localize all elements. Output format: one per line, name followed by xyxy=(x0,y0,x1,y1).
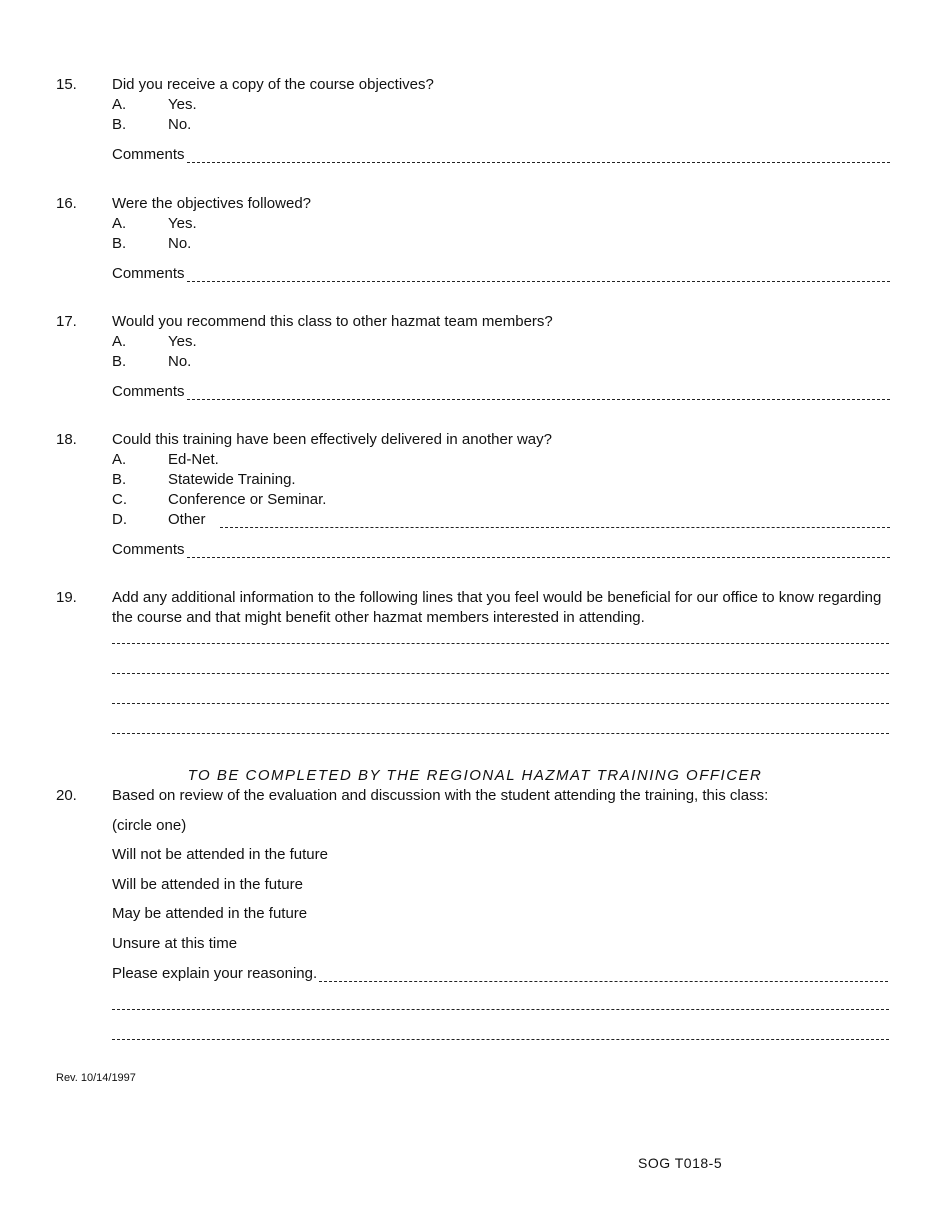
question-number: 18. xyxy=(56,431,77,448)
choice-unsure[interactable]: Unsure at this time xyxy=(112,935,238,952)
answer-line[interactable] xyxy=(112,673,889,674)
comments-row xyxy=(56,382,890,402)
explain-line[interactable] xyxy=(112,1009,889,1010)
question-20 xyxy=(56,786,890,806)
option-label: Statewide Training. xyxy=(168,471,296,488)
question-text: Did you receive a copy of the course objectives? xyxy=(112,76,434,93)
option-c[interactable] xyxy=(56,490,890,510)
comments-label: Comments xyxy=(112,146,185,163)
circle-one-instruction: (circle one) xyxy=(112,817,187,834)
option-d[interactable] xyxy=(56,510,890,530)
explain-label: Please explain your reasoning. xyxy=(112,965,318,982)
option-b[interactable] xyxy=(56,352,890,372)
answer-line[interactable] xyxy=(112,703,889,704)
option-label: Ed-Net. xyxy=(168,451,219,468)
option-letter: B. xyxy=(112,235,127,252)
option-a[interactable] xyxy=(56,332,890,352)
question-18 xyxy=(56,430,890,560)
question-19 xyxy=(56,588,890,628)
explain-row xyxy=(112,964,888,984)
choice-will-attend[interactable]: Will be attended in the future xyxy=(112,876,303,893)
question-text: Would you recommend this class to other hazmat team members? xyxy=(112,313,553,330)
option-label: Conference or Seminar. xyxy=(168,491,327,508)
option-letter: C. xyxy=(112,491,127,508)
answer-line[interactable] xyxy=(112,733,889,734)
revision-date: Rev. 10/14/1997 xyxy=(56,1072,136,1084)
comments-row xyxy=(56,145,890,165)
explain-line[interactable] xyxy=(112,1039,889,1040)
option-letter: B. xyxy=(112,116,127,133)
option-a[interactable] xyxy=(56,214,890,234)
option-label: Yes. xyxy=(168,333,197,350)
comments-row xyxy=(56,264,890,284)
comments-input-line[interactable] xyxy=(187,386,890,400)
option-letter: A. xyxy=(112,96,127,113)
comments-input-line[interactable] xyxy=(187,268,890,282)
document-code: SOG T018-5 xyxy=(638,1155,723,1171)
question-text: Could this training have been effectively delivered in another way? xyxy=(112,431,552,448)
option-a[interactable] xyxy=(56,450,890,470)
explain-input-line[interactable] xyxy=(319,968,888,982)
comments-label: Comments xyxy=(112,541,185,558)
option-letter: A. xyxy=(112,215,127,232)
option-letter: B. xyxy=(112,471,127,488)
option-label: No. xyxy=(168,116,192,133)
comments-label: Comments xyxy=(112,383,185,400)
choice-will-not-attend[interactable]: Will not be attended in the future xyxy=(112,846,328,863)
choice-may-attend[interactable]: May be attended in the future xyxy=(112,905,308,922)
comments-row xyxy=(56,540,890,560)
option-letter: A. xyxy=(112,451,127,468)
comments-input-line[interactable] xyxy=(187,149,890,163)
option-label: Yes. xyxy=(168,215,197,232)
other-input-line[interactable] xyxy=(220,514,890,528)
option-b[interactable] xyxy=(56,115,890,135)
option-a[interactable] xyxy=(56,95,890,115)
option-label: Other xyxy=(168,511,206,528)
option-label: No. xyxy=(168,353,192,370)
option-label: Yes. xyxy=(168,96,197,113)
option-label: No. xyxy=(168,235,192,252)
question-17 xyxy=(56,312,890,402)
question-number: 17. xyxy=(56,313,77,330)
comments-label: Comments xyxy=(112,265,185,282)
question-16 xyxy=(56,194,890,284)
comments-input-line[interactable] xyxy=(187,544,890,558)
question-15 xyxy=(56,75,890,165)
question-text: Add any additional information to the following lines that you feel would be beneficial for our office to know regarding the course and that might benefit other hazmat members interested in attending. xyxy=(112,589,882,626)
question-number: 20. xyxy=(56,787,77,804)
question-number: 15. xyxy=(56,76,77,93)
option-b[interactable] xyxy=(56,234,890,254)
option-letter: B. xyxy=(112,353,127,370)
officer-section-heading: TO BE COMPLETED BY THE REGIONAL HAZMAT TRAINING OFFICER xyxy=(187,767,763,784)
question-text: Were the objectives followed? xyxy=(112,195,311,212)
option-letter: A. xyxy=(112,333,127,350)
answer-line[interactable] xyxy=(112,643,889,644)
option-b[interactable] xyxy=(56,470,890,490)
question-number: 16. xyxy=(56,195,77,212)
question-text: Based on review of the evaluation and discussion with the student attending the training, this class: xyxy=(112,787,769,804)
option-letter: D. xyxy=(112,511,127,528)
question-number: 19. xyxy=(56,589,77,606)
